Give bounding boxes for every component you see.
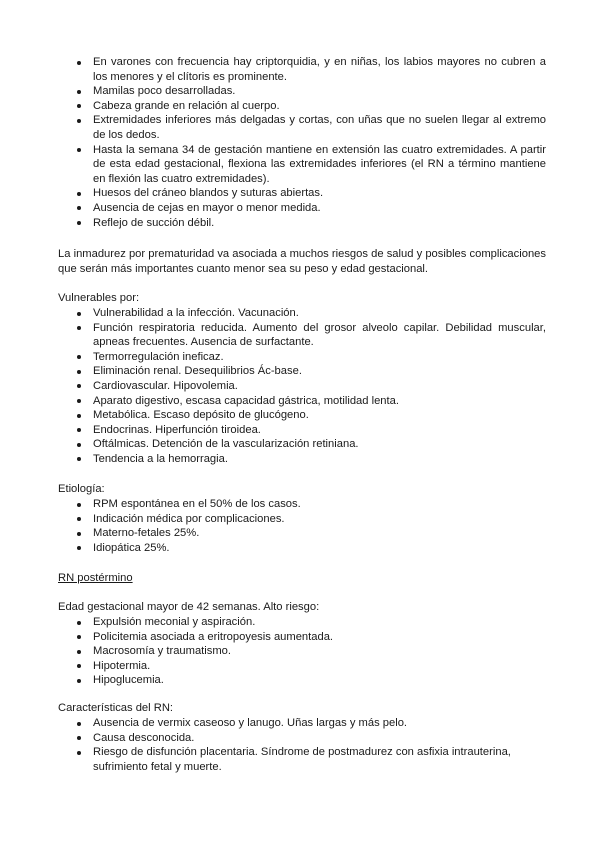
list-item: Idiopática 25%. <box>58 541 546 556</box>
list-item: Cardiovascular. Hipovolemia. <box>58 379 546 394</box>
caracteristicas-list <box>58 716 546 774</box>
list-item: Mamilas poco desarrolladas. <box>58 84 546 99</box>
list-item: Huesos del cráneo blandos y suturas abiertas. <box>58 186 546 201</box>
list-item: Endocrinas. Hiperfunción tiroidea. <box>58 423 546 438</box>
list-item: Hipotermia. <box>58 659 546 674</box>
list-top <box>58 55 546 230</box>
list-item: Causa desconocida. <box>58 731 546 746</box>
list-item: Función respiratoria reducida. Aumento del grosor alveolo capilar. Debilidad muscular, apneas frecuentes. Ausencia de surfactante. <box>58 321 546 350</box>
list-item: Cabeza grande en relación al cuerpo. <box>58 99 546 114</box>
list-item: Macrosomía y traumatismo. <box>58 644 546 659</box>
list-item: En varones con frecuencia hay criptorquidia, y en niñas, los labios mayores no cubren a los menores y el clítoris es prominente. <box>58 55 546 84</box>
list-item: Policitemia asociada a eritropoyesis aumentada. <box>58 630 546 645</box>
vulnerables-heading: Vulnerables por: <box>58 292 140 304</box>
edad-list <box>58 615 546 688</box>
edad-heading: Edad gestacional mayor de 42 semanas. Alto riesgo: <box>58 601 320 613</box>
list-item: Ausencia de vermix caseoso y lanugo. Uñas largas y más pelo. <box>58 716 546 731</box>
list-item: Tendencia a la hemorragia. <box>58 452 546 467</box>
list-item: Oftálmicas. Detención de la vascularización retiniana. <box>58 437 546 452</box>
list-item: Reflejo de succión débil. <box>58 216 546 231</box>
list-item: Hasta la semana 34 de gestación mantiene en extensión las cuatro extremidades. A partir de esta edad gestacional, flexiona las extremidades inferiores (el RN a término mantiene en flexión las cuatro extremidades). <box>58 143 546 187</box>
list-item: Hipoglucemia. <box>58 673 546 688</box>
paragraph-inmadurez: La inmadurez por prematuridad va asociada a muchos riesgos de salud y posibles complicaciones que serán más importantes cuanto menor sea su peso y edad gestacional. <box>58 248 546 275</box>
postermino-title: RN postérmino <box>58 572 133 584</box>
etiologia-list <box>58 497 546 555</box>
etiologia-heading: Etiología: <box>58 483 105 495</box>
list-item: Indicación médica por complicaciones. <box>58 512 546 527</box>
list-item: RPM espontánea en el 50% de los casos. <box>58 497 546 512</box>
list-item: Aparato digestivo, escasa capacidad gástrica, motilidad lenta. <box>58 394 546 409</box>
list-item: Ausencia de cejas en mayor o menor medida. <box>58 201 546 216</box>
caracteristicas-heading: Características del RN: <box>58 702 174 714</box>
list-item: Materno-fetales 25%. <box>58 526 546 541</box>
list-item: Metabólica. Escaso depósito de glucógeno. <box>58 408 546 423</box>
list-item: Eliminación renal. Desequilibrios Ác-base. <box>58 364 546 379</box>
list-item: Expulsión meconial y aspiración. <box>58 615 546 630</box>
list-item: Extremidades inferiores más delgadas y cortas, con uñas que no suelen llegar al extremo de los dedos. <box>58 113 546 142</box>
list-item: Riesgo de disfunción placentaria. Síndrome de postmadurez con asfixia intrauterina, sufrimiento fetal y muerte. <box>58 745 546 774</box>
vulnerables-list <box>58 306 546 467</box>
list-item: Vulnerabilidad a la infección. Vacunación. <box>58 306 546 321</box>
list-item: Termorregulación ineficaz. <box>58 350 546 365</box>
